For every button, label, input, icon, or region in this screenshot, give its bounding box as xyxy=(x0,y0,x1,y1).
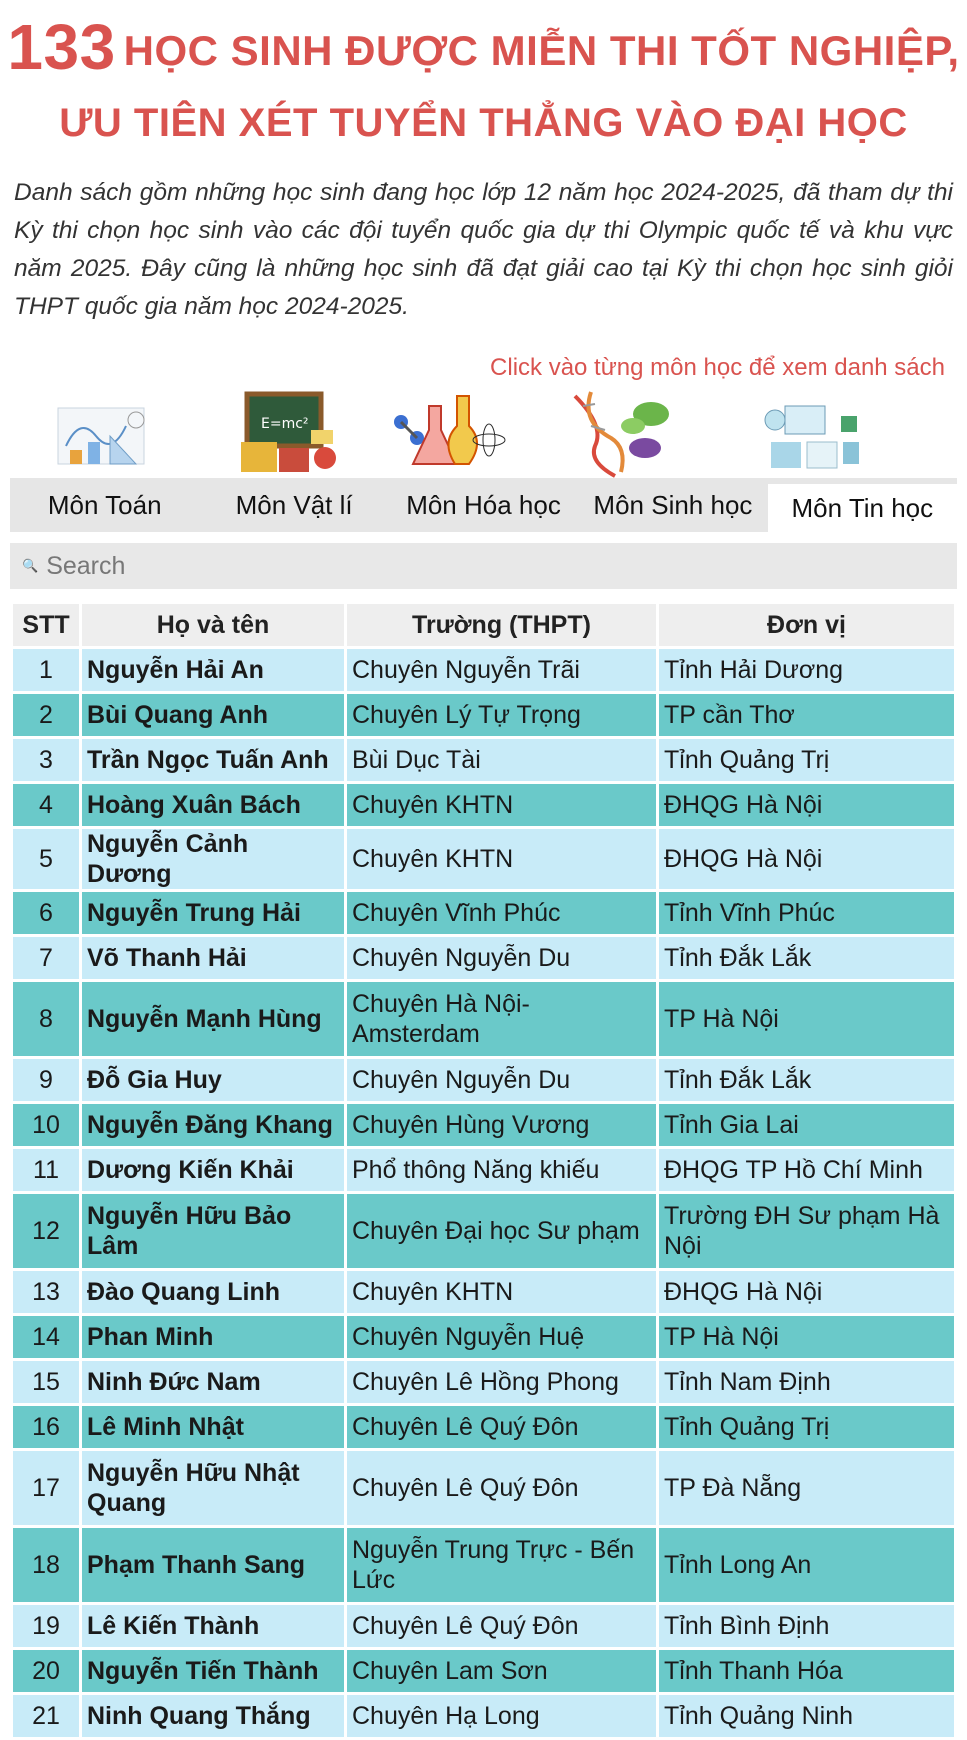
cell-unit: Tỉnh Đắk Lắk xyxy=(659,937,954,979)
cell-stt: 20 xyxy=(13,1650,79,1692)
cell-unit: Tỉnh Bình Định xyxy=(659,1605,954,1647)
table-row[interactable] xyxy=(13,784,954,826)
cell-school: Chuyên Nguyễn Du xyxy=(347,1059,656,1101)
cell-unit: ĐHQG Hà Nội xyxy=(659,1271,954,1313)
header-stt[interactable]: STT xyxy=(13,604,79,646)
title-text-1: HỌC SINH ĐƯỢC MIỄN THI TỐT NGHIỆP, xyxy=(123,27,960,74)
cell-name: Ninh Quang Thắng xyxy=(82,1695,344,1737)
header-unit[interactable]: Đơn vị xyxy=(659,604,954,646)
cell-name: Nguyễn Cảnh Dương xyxy=(82,829,344,889)
math-icon[interactable] xyxy=(40,386,170,478)
computer-icon[interactable] xyxy=(745,386,875,478)
cell-name: Bùi Quang Anh xyxy=(82,694,344,736)
search-input[interactable] xyxy=(46,552,926,581)
table-row[interactable] xyxy=(13,1695,954,1737)
table-row[interactable] xyxy=(13,937,954,979)
cell-stt: 4 xyxy=(13,784,79,826)
cell-school: Chuyên KHTN xyxy=(347,1271,656,1313)
cell-school: Chuyên Nguyễn Du xyxy=(347,937,656,979)
cell-unit: Tỉnh Vĩnh Phúc xyxy=(659,892,954,934)
cell-school: Chuyên Hạ Long xyxy=(347,1695,656,1737)
header-name[interactable]: Họ và tên xyxy=(82,604,344,646)
cell-unit: Tỉnh Quảng Trị xyxy=(659,739,954,781)
cell-school: Chuyên KHTN xyxy=(347,784,656,826)
cell-stt: 21 xyxy=(13,1695,79,1737)
cell-name: Ninh Đức Nam xyxy=(82,1361,344,1403)
cell-stt: 8 xyxy=(13,982,79,1056)
title-line-1 xyxy=(0,11,967,83)
cell-unit: TP Hà Nội xyxy=(659,1316,954,1358)
cell-name: Nguyễn Hải An xyxy=(82,649,344,691)
cell-stt: 13 xyxy=(13,1271,79,1313)
cell-school: Chuyên Lý Tự Trọng xyxy=(347,694,656,736)
cell-name: Dương Kiến Khải xyxy=(82,1149,344,1191)
biology-icon[interactable] xyxy=(565,386,695,478)
table-row[interactable] xyxy=(13,1406,954,1448)
cell-school: Chuyên KHTN xyxy=(347,829,656,889)
cell-unit: Tỉnh Hải Dương xyxy=(659,649,954,691)
cell-unit: Tỉnh Nam Định xyxy=(659,1361,954,1403)
table-row[interactable] xyxy=(13,1650,954,1692)
table-row[interactable] xyxy=(13,649,954,691)
subject-tabs xyxy=(10,478,957,532)
search-bar xyxy=(10,543,957,589)
cell-name: Nguyễn Hữu Bảo Lâm xyxy=(82,1194,344,1268)
cell-school: Chuyên Nguyễn Huệ xyxy=(347,1316,656,1358)
tab-physics[interactable]: Môn Vật lí xyxy=(235,489,353,520)
cell-stt: 2 xyxy=(13,694,79,736)
cell-stt: 18 xyxy=(13,1528,79,1602)
cell-school: Nguyễn Trung Trực - Bến Lức xyxy=(347,1528,656,1602)
cell-school: Bùi Dục Tài xyxy=(347,739,656,781)
cell-name: Nguyễn Hữu Nhật Quang xyxy=(82,1451,344,1525)
cell-school: Chuyên Hùng Vương xyxy=(347,1104,656,1146)
cell-school: Chuyên Nguyễn Trãi xyxy=(347,649,656,691)
subject-icons xyxy=(0,386,967,478)
tab-chemistry[interactable]: Môn Hóa học xyxy=(406,489,561,520)
title-line-2: ƯU TIÊN XÉT TUYỂN THẲNG VÀO ĐẠI HỌC xyxy=(59,101,908,145)
table-row[interactable] xyxy=(13,1271,954,1313)
cell-unit: TP Đà Nẵng xyxy=(659,1451,954,1525)
cell-school: Chuyên Lam Sơn xyxy=(347,1650,656,1692)
cell-stt: 1 xyxy=(13,649,79,691)
tab-computer-science[interactable]: Môn Tin học xyxy=(768,484,957,532)
cell-name: Nguyễn Đăng Khang xyxy=(82,1104,344,1146)
table-row[interactable] xyxy=(13,1149,954,1191)
cell-unit: ĐHQG TP Hồ Chí Minh xyxy=(659,1149,954,1191)
cell-stt: 5 xyxy=(13,829,79,889)
table-row[interactable] xyxy=(13,694,954,736)
students-table xyxy=(10,601,957,1740)
cell-name: Nguyễn Trung Hải xyxy=(82,892,344,934)
cell-school: Chuyên Vĩnh Phúc xyxy=(347,892,656,934)
cell-unit: ĐHQG Hà Nội xyxy=(659,829,954,889)
cell-school: Chuyên Lê Quý Đôn xyxy=(347,1605,656,1647)
tab-math[interactable]: Môn Toán xyxy=(47,489,162,520)
svg-text:E=mc²: E=mc² xyxy=(261,416,309,432)
cell-stt: 9 xyxy=(13,1059,79,1101)
title-number: 133 xyxy=(7,11,116,83)
cell-school: Chuyên Hà Nội-Amsterdam xyxy=(347,982,656,1056)
table-row[interactable] xyxy=(13,982,954,1056)
table-row[interactable] xyxy=(13,1528,954,1602)
cell-school: Phổ thông Năng khiếu xyxy=(347,1149,656,1191)
cell-name: Đỗ Gia Huy xyxy=(82,1059,344,1101)
tab-biology[interactable]: Môn Sinh học xyxy=(593,489,753,520)
cell-name: Nguyễn Tiến Thành xyxy=(82,1650,344,1692)
cell-unit: Tỉnh Quảng Ninh xyxy=(659,1695,954,1737)
cell-school: Chuyên Đại học Sư phạm xyxy=(347,1194,656,1268)
cell-unit: TP Hà Nội xyxy=(659,982,954,1056)
chemistry-icon[interactable] xyxy=(385,386,515,478)
intro-paragraph: Danh sách gồm những học sinh đang học lớp 12 năm học 2024-2025, đã tham dự thi Kỳ thi chọn học sinh vào các đội tuyển quốc gia dự thi Olympic quốc tế và khu vực năm 2025. Đây cũng là những học sinh đã đạt giải cao tại Kỳ thi chọn học sinh giỏi THPT quốc gia năm học 2024-2025. xyxy=(14,179,953,320)
cell-unit: Trường ĐH Sư phạm Hà Nội xyxy=(659,1194,954,1268)
table-row[interactable] xyxy=(13,1451,954,1525)
table-row[interactable] xyxy=(13,829,954,889)
cell-unit: ĐHQG Hà Nội xyxy=(659,784,954,826)
cell-school: Chuyên Lê Quý Đôn xyxy=(347,1406,656,1448)
cell-unit: Tỉnh Thanh Hóa xyxy=(659,1650,954,1692)
cell-stt: 12 xyxy=(13,1194,79,1268)
cell-name: Nguyễn Mạnh Hùng xyxy=(82,982,344,1056)
header-school[interactable]: Trường (THPT) xyxy=(347,604,656,646)
cell-stt: 17 xyxy=(13,1451,79,1525)
page-title xyxy=(0,11,967,152)
cell-stt: 11 xyxy=(13,1149,79,1191)
physics-icon[interactable] xyxy=(225,386,355,478)
cell-unit: Tỉnh Quảng Trị xyxy=(659,1406,954,1448)
table-row[interactable] xyxy=(13,1104,954,1146)
cell-stt: 3 xyxy=(13,739,79,781)
cell-unit: Tỉnh Đắk Lắk xyxy=(659,1059,954,1101)
cell-name: Hoàng Xuân Bách xyxy=(82,784,344,826)
table-row[interactable] xyxy=(13,892,954,934)
cell-stt: 14 xyxy=(13,1316,79,1358)
table-row[interactable] xyxy=(13,1605,954,1647)
cell-stt: 19 xyxy=(13,1605,79,1647)
cell-unit: Tỉnh Long An xyxy=(659,1528,954,1602)
cell-name: Võ Thanh Hải xyxy=(82,937,344,979)
cell-stt: 16 xyxy=(13,1406,79,1448)
cell-name: Trần Ngọc Tuấn Anh xyxy=(82,739,344,781)
cell-stt: 15 xyxy=(13,1361,79,1403)
click-hint: Click vào từng môn học để xem danh sách xyxy=(490,354,945,381)
cell-school: Chuyên Lê Hồng Phong xyxy=(347,1361,656,1403)
cell-stt: 10 xyxy=(13,1104,79,1146)
table-row[interactable] xyxy=(13,739,954,781)
cell-unit: Tỉnh Gia Lai xyxy=(659,1104,954,1146)
cell-stt: 6 xyxy=(13,892,79,934)
cell-stt: 7 xyxy=(13,937,79,979)
cell-name: Phạm Thanh Sang xyxy=(82,1528,344,1602)
table-row[interactable] xyxy=(13,1316,954,1358)
search-icon: 🔍 xyxy=(22,558,39,573)
table-header-row xyxy=(13,604,954,646)
cell-school: Chuyên Lê Quý Đôn xyxy=(347,1451,656,1525)
table-row[interactable] xyxy=(13,1194,954,1268)
table-row[interactable] xyxy=(13,1361,954,1403)
cell-name: Lê Kiến Thành xyxy=(82,1605,344,1647)
cell-name: Đào Quang Linh xyxy=(82,1271,344,1313)
cell-name: Lê Minh Nhật xyxy=(82,1406,344,1448)
table-row[interactable] xyxy=(13,1059,954,1101)
table-body xyxy=(13,649,954,1737)
cell-name: Phan Minh xyxy=(82,1316,344,1358)
cell-unit: TP cần Thơ xyxy=(659,694,954,736)
